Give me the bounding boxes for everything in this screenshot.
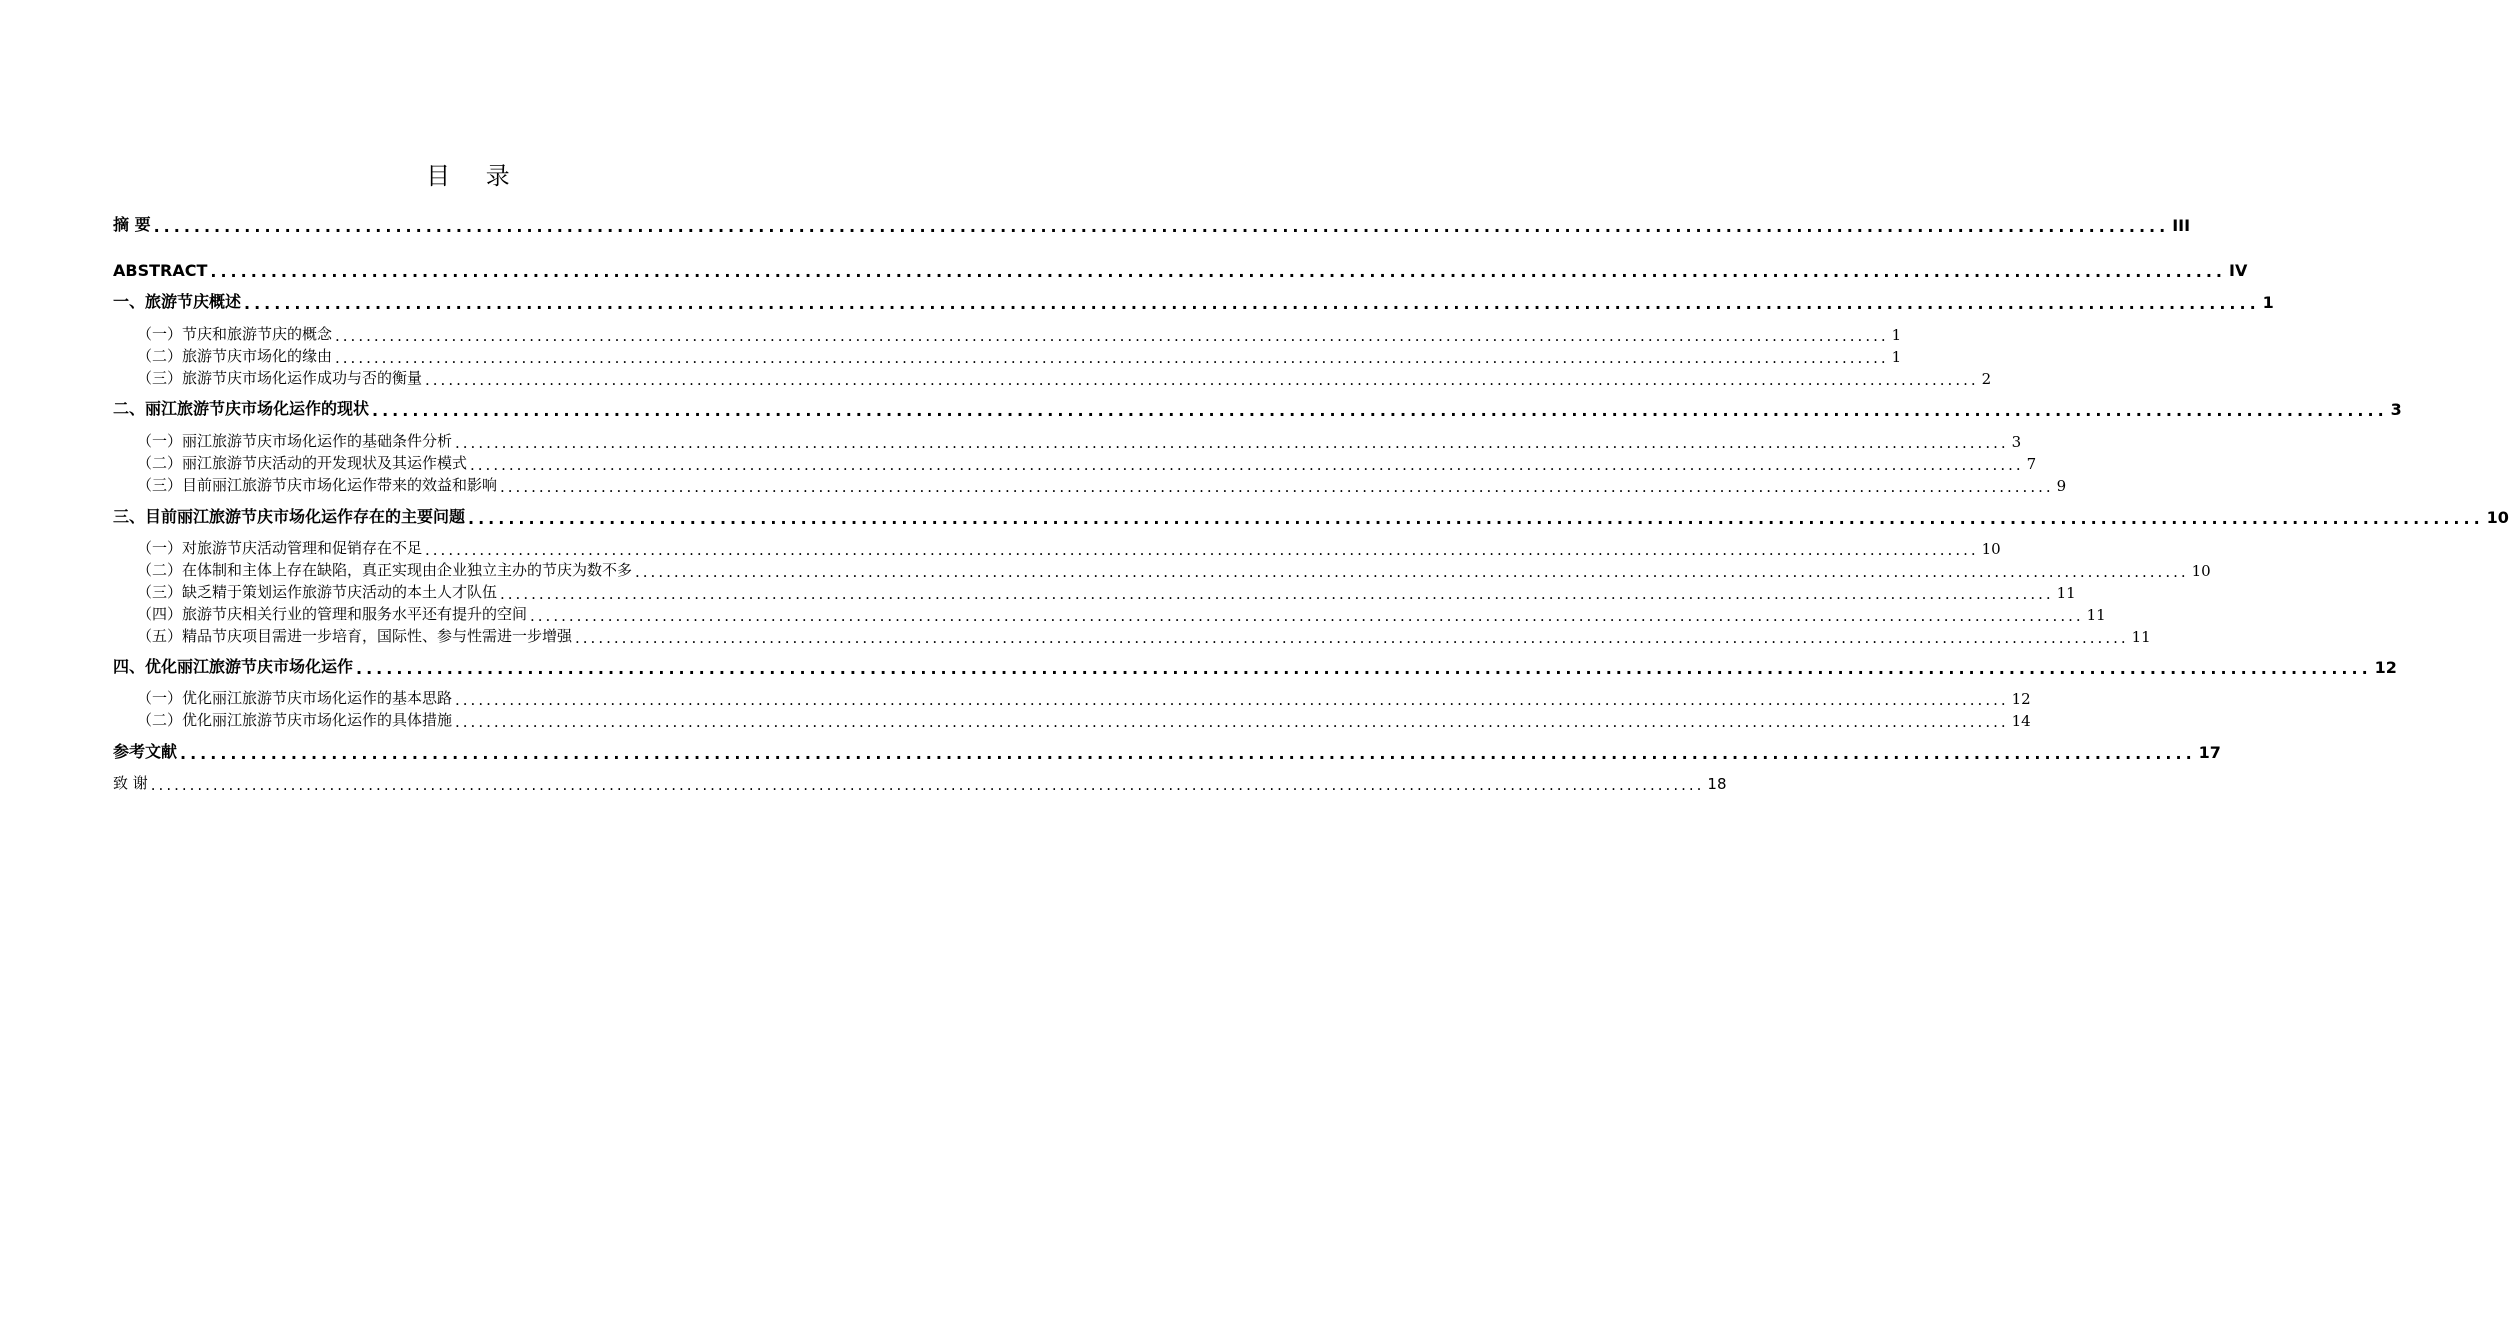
toc-leader-dots: ........................................................................................................................................................................................................: [455, 434, 2009, 452]
toc-entry[interactable]: [113, 397, 2402, 420]
toc-entry[interactable]: [113, 505, 2509, 528]
toc-entry-label: （一）丽江旅游节庆市场化运作的基础条件分析: [137, 432, 453, 450]
toc-leader-dots: ........................................................................................................................................................................................................: [335, 349, 1889, 367]
toc-entry-label: （二）优化丽江旅游节庆市场化运作的具体措施: [137, 711, 453, 729]
toc-entry-page: 9: [2056, 477, 2067, 495]
toc-leader-dots: ........................................................................................................................................................................................................: [455, 691, 2009, 709]
toc-leader-dots: ........................................................................................................................................................................................................: [575, 629, 2129, 647]
toc-entry-label: （三）缺乏精于策划运作旅游节庆活动的本土人才队伍: [137, 583, 498, 601]
toc-entry[interactable]: [113, 429, 2022, 452]
toc-entry-page: 3: [2390, 400, 2402, 419]
toc-entry[interactable]: [113, 580, 2076, 603]
toc-entry-label: 参考文献: [113, 742, 178, 761]
toc-entry-label: （一）节庆和旅游节庆的概念: [137, 325, 333, 343]
toc-entry-page: 18: [1707, 775, 1727, 793]
toc-entry[interactable]: [113, 708, 2031, 731]
toc-entry-label: （四）旅游节庆相关行业的管理和服务水平还有提升的空间: [137, 605, 528, 623]
toc-leader-dots: ........................................................................................................................................................................................................: [470, 456, 2024, 474]
toc-entry[interactable]: [113, 686, 2031, 709]
toc-entry[interactable]: [113, 624, 2151, 647]
toc-entry[interactable]: [113, 536, 2001, 559]
toc-entry-page: 11: [2131, 628, 2151, 646]
toc-leader-dots: ........................................................................................................................................................................................................: [468, 509, 2484, 528]
toc-entry-page: III: [2172, 216, 2191, 235]
toc-entry[interactable]: [113, 771, 1727, 794]
toc-entry[interactable]: [113, 344, 1902, 367]
toc-leader-dots: ........................................................................................................................................................................................................: [335, 327, 1889, 345]
toc-leader-dots: ........................................................................................................................................................................................................: [210, 262, 2226, 281]
toc-entry-label: （五）精品节庆项目需进一步培育，国际性、参与性需进一步增强: [137, 627, 573, 645]
toc-entry[interactable]: [113, 366, 1992, 389]
toc-entry-label: （三）旅游节庆市场化运作成功与否的衡量: [137, 369, 423, 387]
toc-entry-label: 四、优化丽江旅游节庆市场化运作: [113, 657, 354, 676]
toc-leader-dots: ........................................................................................................................................................................................................: [500, 585, 2054, 603]
toc-leader-dots: ........................................................................................................................................................................................................: [425, 541, 1979, 559]
toc-leader-dots: ........................................................................................................................................................................................................: [425, 371, 1979, 389]
toc-entry-page: 14: [2011, 712, 2031, 730]
toc-leader-dots: ........................................................................................................................................................................................................: [530, 607, 2084, 625]
toc-entry-label: 一、旅游节庆概述: [113, 292, 242, 311]
toc-leader-dots: ........................................................................................................................................................................................................: [500, 478, 2054, 496]
toc-leader-dots: ........................................................................................................................................................................................................: [244, 294, 2260, 313]
toc-entry[interactable]: [113, 558, 2211, 581]
toc-entry[interactable]: [113, 655, 2397, 678]
toc-entry-page: 10: [2191, 562, 2211, 580]
toc-entry-label: （二）丽江旅游节庆活动的开发现状及其运作模式: [137, 454, 468, 472]
toc-leader-dots: ........................................................................................................................................................................................................: [356, 659, 2372, 678]
toc-entry-page: 11: [2086, 606, 2106, 624]
toc-leader-dots: ........................................................................................................................................................................................................: [150, 776, 1705, 794]
toc-entry-label: 三、目前丽江旅游节庆市场化运作存在的主要问题: [113, 507, 466, 526]
toc-leader-dots: ........................................................................................................................................................................................................: [180, 744, 2196, 763]
toc-entry[interactable]: [113, 473, 2067, 496]
toc-entry[interactable]: [113, 290, 2274, 313]
toc-leader-dots: ........................................................................................................................................................................................................: [372, 401, 2388, 420]
toc-entry-page: IV: [2229, 261, 2248, 280]
toc-entry-label: 二、丽江旅游节庆市场化运作的现状: [113, 399, 370, 418]
toc-entry-page: 10: [2486, 508, 2509, 527]
toc-entry-page: 1: [2262, 293, 2274, 312]
toc-leader-dots: ........................................................................................................................................................................................................: [455, 713, 2009, 731]
toc-entry-label: （二）在体制和主体上存在缺陷，真正实现由企业独立主办的节庆为数不多: [137, 561, 633, 579]
toc-entry-label: （三）目前丽江旅游节庆市场化运作带来的效益和影响: [137, 476, 498, 494]
toc-entry-page: 1: [1891, 326, 1902, 344]
toc-leader-dots: ........................................................................................................................................................................................................: [153, 217, 2170, 236]
toc-title: 目 录: [426, 162, 524, 190]
toc-entry[interactable]: [113, 451, 2037, 474]
toc-entry-page: 11: [2056, 584, 2076, 602]
toc-entry-label: 致 谢: [113, 774, 148, 792]
toc-entry[interactable]: [113, 740, 2221, 763]
toc-entry-page: 3: [2011, 433, 2022, 451]
toc-entry-page: 2: [1981, 370, 1992, 388]
toc-entry-label: （一）优化丽江旅游节庆市场化运作的基本思路: [137, 689, 453, 707]
toc-entry-page: 7: [2026, 455, 2037, 473]
toc-entry[interactable]: [113, 258, 2248, 281]
toc-entry[interactable]: [113, 602, 2106, 625]
toc-leader-dots: ........................................................................................................................................................................................................: [635, 563, 2189, 581]
toc-entry-page: 12: [2374, 658, 2397, 677]
toc-entry-label: （二）旅游节庆市场化的缘由: [137, 347, 333, 365]
toc-entry-page: 10: [1981, 540, 2001, 558]
toc-entry[interactable]: [113, 322, 1902, 345]
toc-entry-label: （一）对旅游节庆活动管理和促销存在不足: [137, 539, 423, 557]
toc-entry[interactable]: [113, 213, 2191, 236]
toc-entry-label: 摘 要: [113, 215, 151, 234]
toc-entry-label: ABSTRACT: [113, 261, 208, 280]
toc-entry-page: 17: [2198, 743, 2221, 762]
toc-entry-page: 12: [2011, 690, 2031, 708]
toc-entry-page: 1: [1891, 348, 1902, 366]
